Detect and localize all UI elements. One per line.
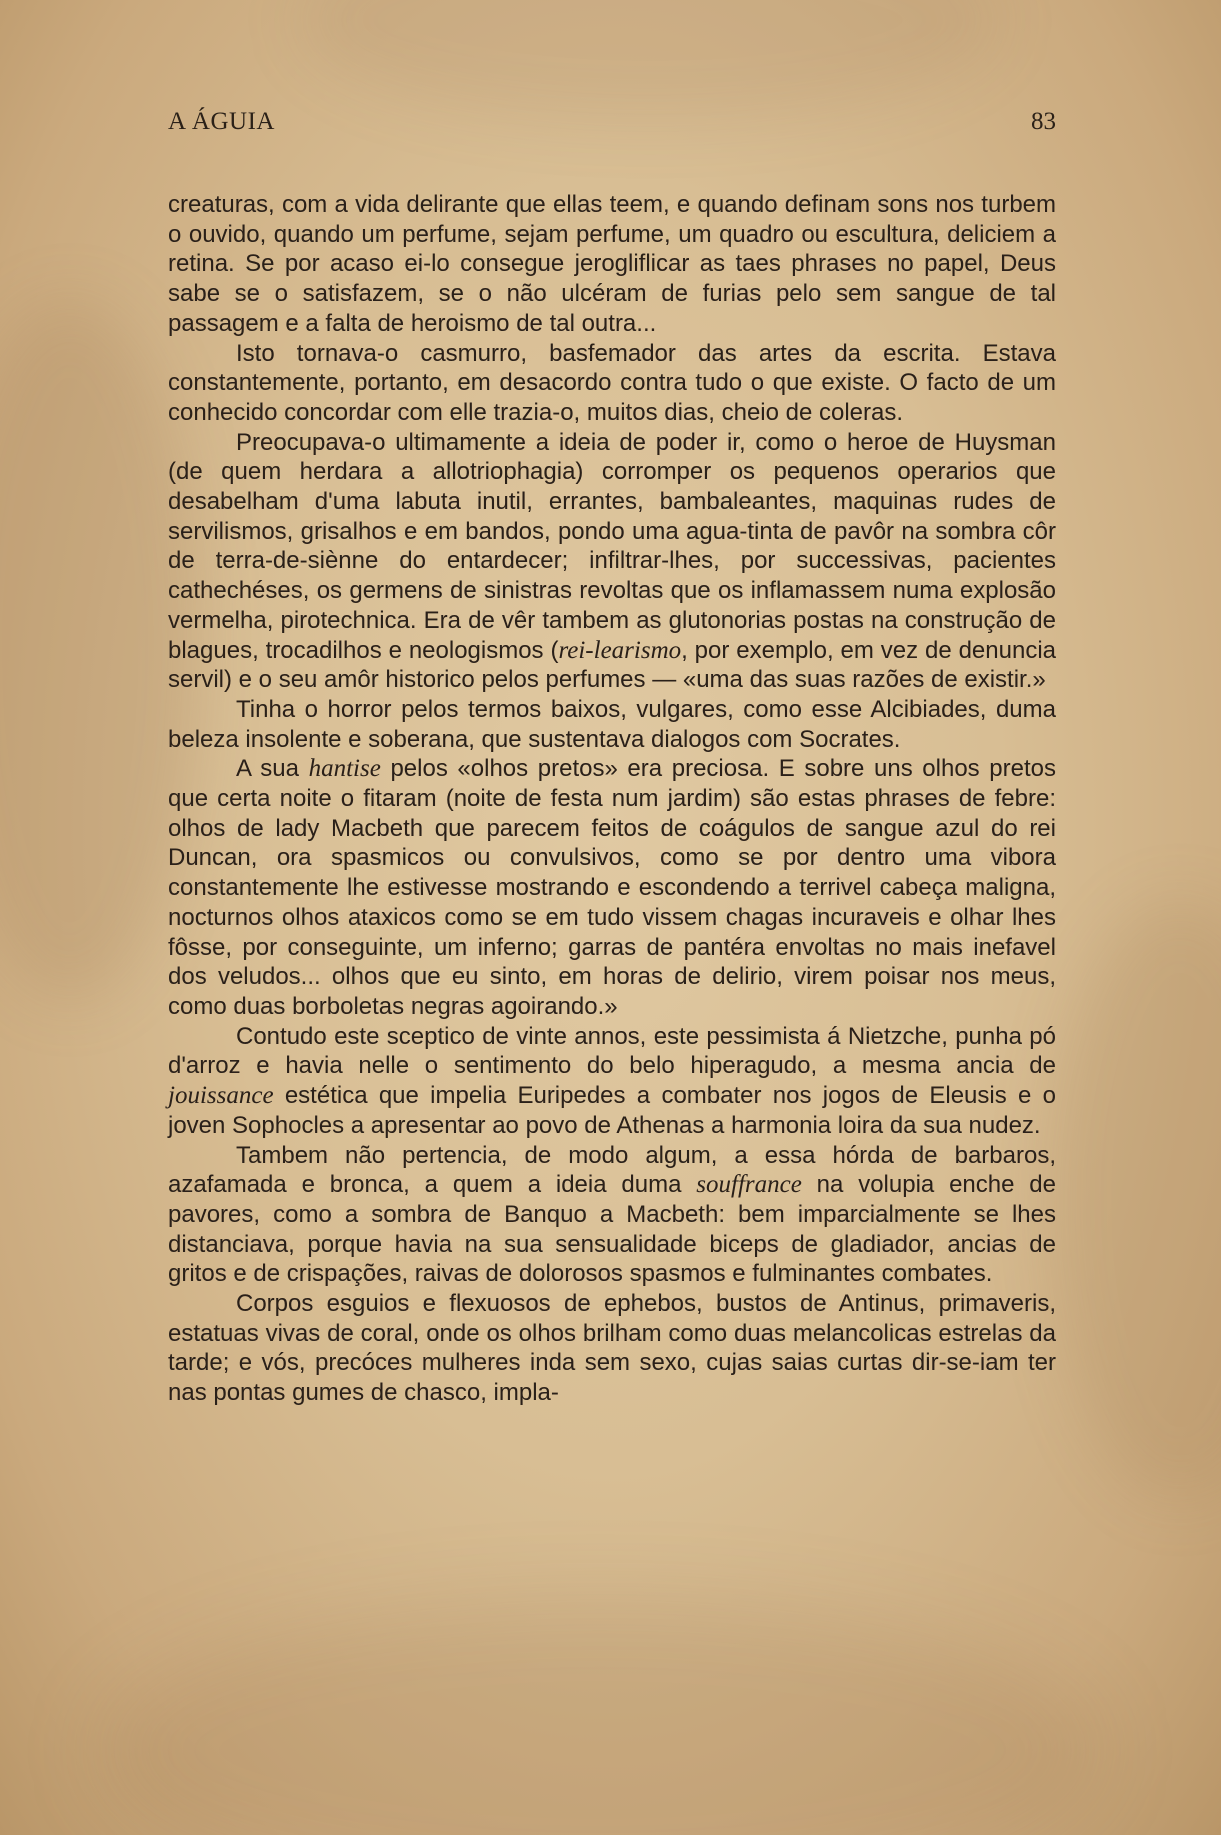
italic-term: hantise: [308, 755, 381, 783]
text-run: , por exemplo, em vez de denuncia servil) e o seu amôr historico pelos perfumes — «uma das suas razões de existir.»: [168, 636, 1057, 694]
page-number: 83: [1031, 108, 1056, 135]
body-text: [168, 190, 1056, 1408]
text-run: na volupia enche de pavores, como a sombra de Banquo a Macbeth: bem imparcialmente se lhes distanciava, porque havia na sua sensualidade biceps de gladiador, ancias de gritos e de crispações, raivas de dolorosos spasmos e fulminantes combates.: [168, 1171, 1056, 1288]
text-run: pelos «olhos pretos» era preciosa. E sobre uns olhos pretos que certa noite o fitaram (noite de festa num jardim) são estas phrases de febre: olhos de lady Macbeth que parecem feitos de coágulos de sangue azul do rei Duncan, ora spasmicos ou convulsivos, como se por dentro uma vibora constantemente lhe estivesse mostrando e escondendo a terrivel cabeça maligna, nocturnos olhos ataxicos como se em tudo vissem chagas incuraveis e olhar lhes fôsse, por conseguinte, um inferno; garras de pantéra envoltas no mais inefavel dos veludos... olhos que eu sinto, em horas de delirio, virem poisar nos meus, como duas borboletas negras agoirando.»: [168, 755, 1056, 1020]
running-header: [168, 108, 1056, 142]
journal-title: A ÁGUIA: [168, 108, 275, 135]
text-run: Tambem não pertencia, de modo algum, a essa hórda de barbaros, azafamada e bronca, a quem a ideia duma: [168, 1141, 1056, 1199]
text-run: creaturas, com a vida delirante que ellas teem, e quando definam sons nos turbem o ouvido, quando um perfume, sejam perfume, um quadro ou escultura, deliciem a retina. Se por acaso ei-lo consegue jerogliflicar as taes phrases no papel, Deus sabe se o satisfazem, se o não ulcéram de furias pelo sem sangue de tal passagem e a falta de heroismo de tal outra...: [168, 191, 1056, 337]
text-run: A sua: [236, 755, 309, 783]
italic-term: rei-learismo: [558, 636, 682, 664]
text-run: Tinha o horror pelos termos baixos, vulgares, como esse Alcibiades, duma beleza insolente e soberana, que sustentava dialogos com Socrates.: [168, 695, 1056, 753]
italic-term: souffrance: [696, 1171, 802, 1199]
paper-stain: [300, 0, 1000, 120]
paragraph: [168, 1141, 1056, 1290]
paragraph: [168, 428, 1056, 695]
italic-term: jouissance: [168, 1082, 274, 1110]
text-run: estética que impelia Euripedes a combater nos jogos de Eleusis e o joven Sophocles a apresentar ao povo de Athenas a harmonia loira da sua nudez.: [168, 1082, 1056, 1139]
text-run: Preocupava-o ultimamente a ideia de poder ir, como o heroe de Huysman (de quem herdara a allotriophagia) corromper os pequenos operarios que desabelham d'uma labuta inutil, errantes, bambaleantes, maquinas rudes de servilismos, grisalhos e em bandos, pondo uma agua-tinta de pavôr na sombra côr de terra-de-siènne do entardecer; infiltrar-lhes, por successivas, pacientes cathechéses, os germens de sinistras revoltas que os inflamassem numa explosão vermelha, pirotechnica. Era de vêr tambem as glutonorias postas na construção de blagues, trocadilhos e neologismos (: [168, 428, 1056, 664]
paragraph: [168, 754, 1056, 1021]
text-run: Isto tornava-o casmurro, basfemador das artes da escrita. Estava constantemente, portanto, em desacordo contra tudo o que existe. O facto de um conhecido concordar com elle trazia-o, muitos dias, cheio de coleras.: [168, 339, 1056, 426]
paper-stain: [100, 1600, 1100, 1835]
paragraph: [168, 1022, 1056, 1141]
paper-stain: [1050, 900, 1221, 1500]
text-run: Corpos esguios e flexuosos de ephebos, bustos de Antinus, primaveris, estatuas vivas de coral, onde os olhos brilham como duas melancolicas estrelas da tarde; e vós, precóces mulheres inda sem sexo, cujas saias curtas dir-se-iam ter nas pontas gumes de chasco, impla-: [168, 1290, 1056, 1407]
paragraph: [168, 695, 1056, 754]
paragraph: [168, 190, 1056, 339]
paragraph: [168, 1289, 1056, 1408]
paragraph: [168, 339, 1056, 428]
text-run: Contudo este sceptico de vinte annos, este pessimista á Nietzche, punha pó d'arroz e havia nelle o sentimento do belo hiperagudo, a mesma ancia de: [168, 1022, 1056, 1080]
